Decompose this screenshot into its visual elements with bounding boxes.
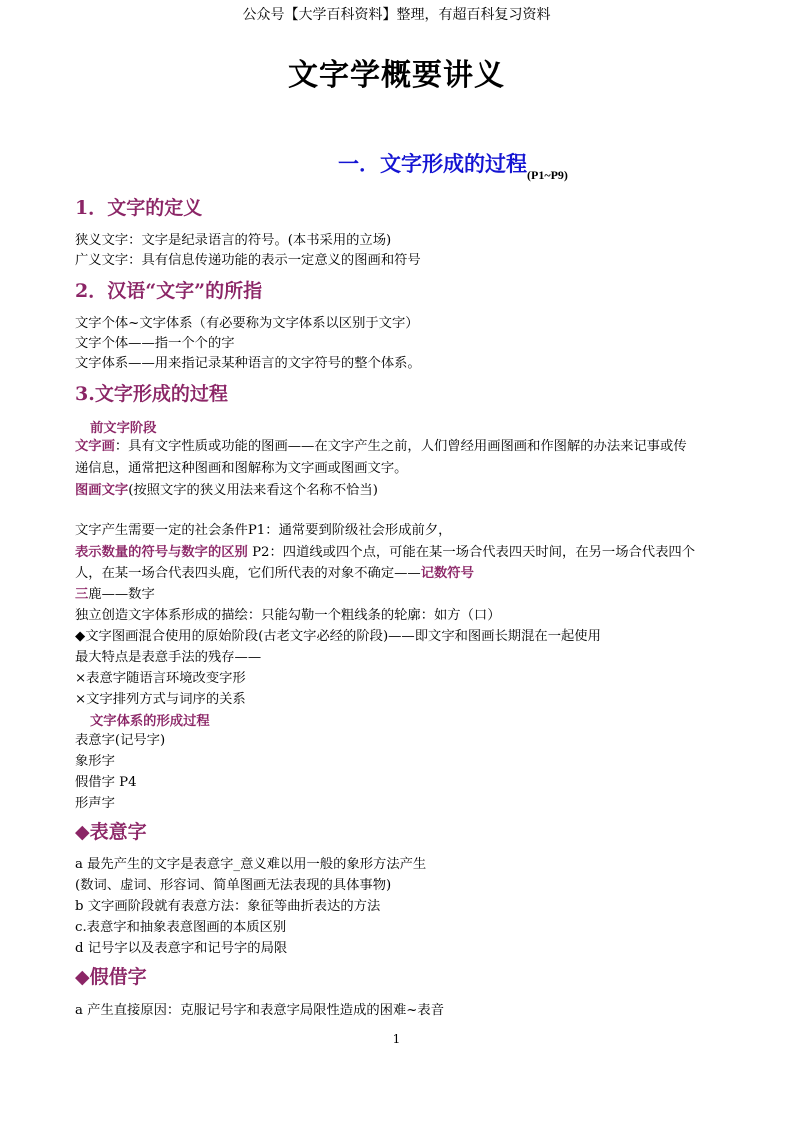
paragraph-line: 递信息，通常把这种图画和图解称为文字画或图画文字。 [75, 461, 408, 476]
paragraph-line: d 记号字以及表意字和记号字的局限 [75, 941, 288, 956]
list-item: 象形字 [75, 754, 115, 769]
list-item: 形声字 [75, 796, 115, 811]
paragraph-line: (数词、虚词、形容词、简单图画无法表现的具体事物) [75, 878, 392, 893]
term-tuhua: 图画文字 [75, 483, 129, 498]
paragraph-line [75, 543, 695, 563]
text-sanlu: 鹿——数字 [88, 587, 155, 602]
paragraph-line [75, 564, 474, 584]
text-symbol-2: 人，在某一场合代表四头鹿，它们所代表的对象不确定—— [75, 566, 421, 581]
paragraph-line: ◆文字图画混合使用的原始阶段(古老文字必经的阶段)——即文字和图画长期混在一起使用 [75, 629, 601, 644]
section-heading-jiajie: ◆假借字 [75, 966, 147, 988]
section-heading-process: 3.文字形成的过程 [75, 383, 228, 405]
paragraph-line: 文字个体——指一个个的字 [75, 336, 235, 351]
header-note: 公众号【大学百科资料】整理，有超百科复习资料 [242, 7, 551, 23]
paragraph-line: 狭义文字：文字是纪录语言的符号。(本书采用的立场) [75, 233, 392, 248]
paragraph-line: c.表意字和抽象表意图画的本质区别 [75, 920, 287, 935]
paragraph-line [75, 481, 378, 501]
text-symbol: P2：四道线或四个点，可能在某一场合代表四天时间，在另一场合代表四个 [247, 545, 695, 560]
section-heading-biaoyi: ◆表意字 [75, 821, 147, 843]
paragraph-line: a 产生直接原因：克服记号字和表意字局限性造成的困难~表音 [75, 1003, 445, 1018]
document-title: 文字学概要讲义 [288, 58, 505, 93]
chapter-heading [338, 148, 568, 182]
text-tuhua: (按照文字的狭义用法来看这个名称不恰当) [128, 483, 378, 498]
paragraph-line: 文字体系——用来指记录某种语言的文字符号的整个体系。 [75, 356, 421, 371]
paragraph-line: a 最先产生的文字是表意字_意义难以用一般的象形方法产生 [75, 857, 427, 872]
paragraph-line: ×文字排列方式与词序的关系 [75, 692, 246, 707]
paragraph-line: ×表意字随语言环境改变字形 [75, 671, 246, 686]
chapter-pages: (P1~P9) [527, 168, 568, 182]
paragraph-line: 文字产生需要一定的社会条件P1：通常要到阶级社会形成前夕， [75, 523, 452, 538]
subheading-system-stage: 文字体系的形成过程 [90, 714, 210, 729]
paragraph-line [75, 437, 687, 457]
subheading-pre-stage: 前文字阶段 [90, 421, 157, 436]
list-item: 假借字 P4 [75, 775, 137, 790]
list-item: 表意字(记号字) [75, 733, 166, 748]
section-heading-definition: 1．文字的定义 [75, 197, 203, 219]
term-jishu: 记数符号 [420, 566, 474, 581]
page-number: 1 [392, 1032, 401, 1046]
section-heading-meaning: 2．汉语“文字”的所指 [75, 280, 263, 302]
paragraph-line: b 文字画阶段就有表意方法：象征等曲折表达的方法 [75, 899, 381, 914]
paragraph-line: 广义文字：具有信息传递功能的表示一定意义的图画和符号 [75, 253, 421, 268]
paragraph-line: 独立创造文字体系形成的描绘：只能勾勒一个粗线条的轮廓：如方（口） [75, 608, 501, 623]
term-san: 三 [75, 587, 89, 602]
chapter-label: 一．文字形成的过程 [338, 151, 527, 176]
term-wenzihua: 文字画 [75, 439, 115, 454]
paragraph-line: 最大特点是表意手法的残存—— [75, 650, 262, 665]
term-symbol: 表示数量的符号与数字的区别 [75, 545, 248, 560]
paragraph-line: 文字个体~文字体系（有必要称为文字体系以区别于文字） [75, 316, 419, 331]
paragraph-line [75, 585, 155, 605]
text-wenzihua: ：具有文字性质或功能的图画——在文字产生之前，人们曾经用画图画和作图解的办法来记事或传 [114, 439, 687, 454]
